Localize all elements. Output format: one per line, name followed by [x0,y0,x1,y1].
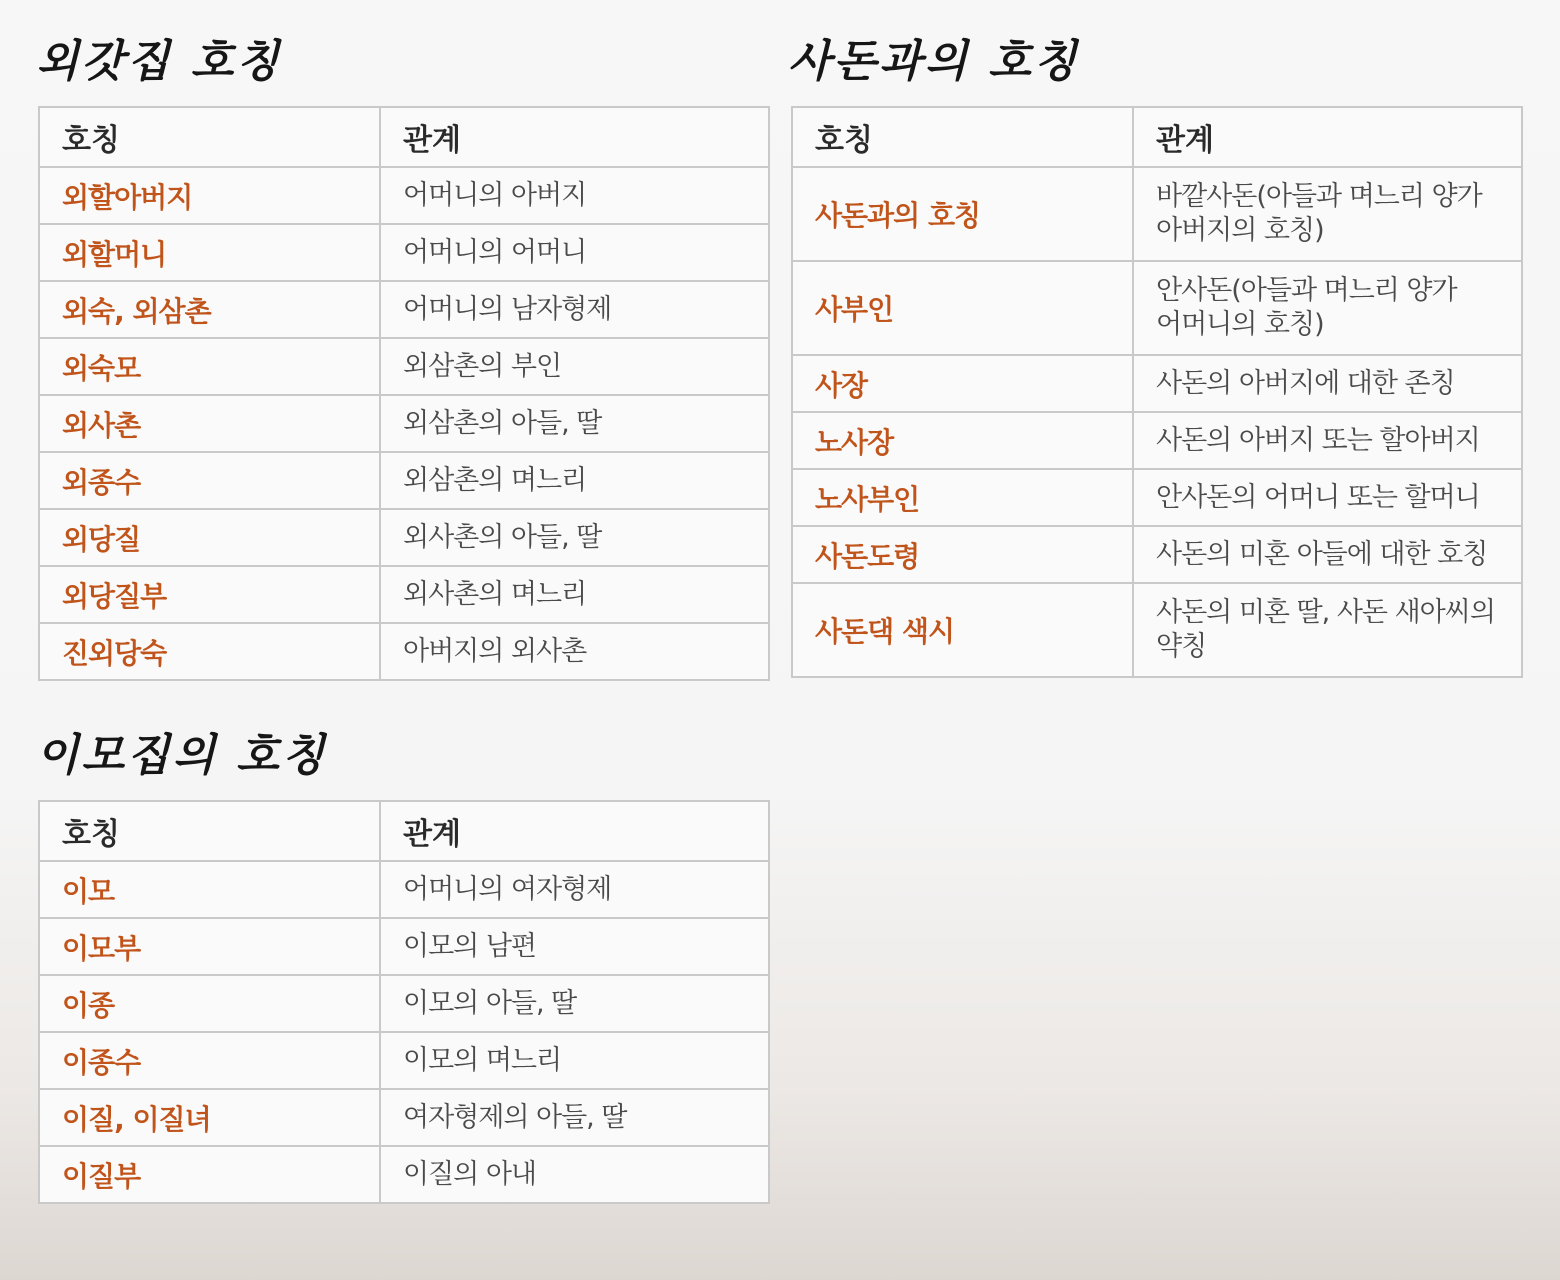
relation-cell: 이모의 며느리 [380,1032,769,1089]
term-cell: 외종수 [39,452,380,509]
relation-line: 아버지의 호칭) [1156,215,1324,246]
relation-cell: 외사촌의 아들, 딸 [380,509,769,566]
relation-cell: 외삼촌의 아들, 딸 [380,395,769,452]
table-row [39,338,769,395]
table-row [792,167,1522,261]
relation-cell: 어머니의 여자형제 [380,861,769,918]
table-row [792,412,1522,469]
table-row [39,167,769,224]
relation-cell: 안사돈의 어머니 또는 할머니 [1133,469,1522,526]
relation-line: 어머니의 호칭) [1156,309,1324,340]
section-title: 사돈과의 호칭 [788,36,1080,87]
table-row [792,526,1522,583]
header-term: 호칭 [39,107,380,167]
relation-cell: 사돈의 아버지에 대한 존칭 [1133,355,1522,412]
table-row [39,975,769,1032]
relation-cell: 어머니의 어머니 [380,224,769,281]
table-row [792,583,1522,677]
relation-cell: 이모의 남편 [380,918,769,975]
table-row [39,566,769,623]
relation-cell: 외사촌의 며느리 [380,566,769,623]
table-row [39,918,769,975]
relation-line: 약칭 [1156,631,1207,662]
table-header-row [792,107,1522,167]
maternal-terms-table [38,106,770,681]
in-law-terms-table [791,106,1523,678]
header-term: 호칭 [792,107,1133,167]
term-cell: 사부인 [792,261,1133,355]
relation-line: 안사돈(아들과 며느리 양가 [1156,275,1457,306]
term-cell: 이모부 [39,918,380,975]
relation-line: 사돈의 미혼 딸, 사돈 새아씨의 [1156,597,1495,628]
term-cell: 사돈댁 색시 [792,583,1133,677]
table-header-row [39,107,769,167]
relation-cell: 외삼촌의 며느리 [380,452,769,509]
aunt-terms-table [38,800,770,1204]
table-row [39,281,769,338]
header-term: 호칭 [39,801,380,861]
table-header-row [39,801,769,861]
term-cell: 외할아버지 [39,167,380,224]
term-cell: 외숙모 [39,338,380,395]
relation-cell: 아버지의 외사촌 [380,623,769,680]
relation-cell: 외삼촌의 부인 [380,338,769,395]
term-cell: 이종 [39,975,380,1032]
relation-cell: 사돈의 미혼 아들에 대한 호칭 [1133,526,1522,583]
term-cell: 이질, 이질녀 [39,1089,380,1146]
table-row [39,224,769,281]
relation-cell [1133,167,1522,261]
section-title: 외갓집 호칭 [36,36,282,87]
term-cell: 이종수 [39,1032,380,1089]
table-row [39,623,769,680]
table-row [39,1089,769,1146]
term-cell: 사돈도령 [792,526,1133,583]
table-row [39,861,769,918]
term-cell: 외사촌 [39,395,380,452]
term-cell: 사장 [792,355,1133,412]
term-cell: 노사장 [792,412,1133,469]
term-cell: 진외당숙 [39,623,380,680]
table-row [792,261,1522,355]
term-cell: 외당질 [39,509,380,566]
relation-cell: 여자형제의 아들, 딸 [380,1089,769,1146]
relation-cell: 어머니의 아버지 [380,167,769,224]
section-title: 이모집의 호칭 [36,730,328,781]
header-relation: 관계 [380,107,769,167]
table-row [39,395,769,452]
header-relation: 관계 [1133,107,1522,167]
term-cell: 이질부 [39,1146,380,1203]
relation-cell: 사돈의 아버지 또는 할아버지 [1133,412,1522,469]
term-cell: 외할머니 [39,224,380,281]
table-row [792,469,1522,526]
table-row [39,452,769,509]
term-cell: 외숙, 외삼촌 [39,281,380,338]
term-cell: 이모 [39,861,380,918]
relation-cell: 이질의 아내 [380,1146,769,1203]
relation-line: 바깥사돈(아들과 며느리 양가 [1156,181,1482,212]
relation-cell: 어머니의 남자형제 [380,281,769,338]
term-cell: 노사부인 [792,469,1133,526]
table-row [39,1146,769,1203]
table-row [39,1032,769,1089]
header-relation: 관계 [380,801,769,861]
term-cell: 사돈과의 호칭 [792,167,1133,261]
relation-cell [1133,583,1522,677]
relation-cell: 이모의 아들, 딸 [380,975,769,1032]
relation-cell [1133,261,1522,355]
table-row [39,509,769,566]
term-cell: 외당질부 [39,566,380,623]
table-row [792,355,1522,412]
